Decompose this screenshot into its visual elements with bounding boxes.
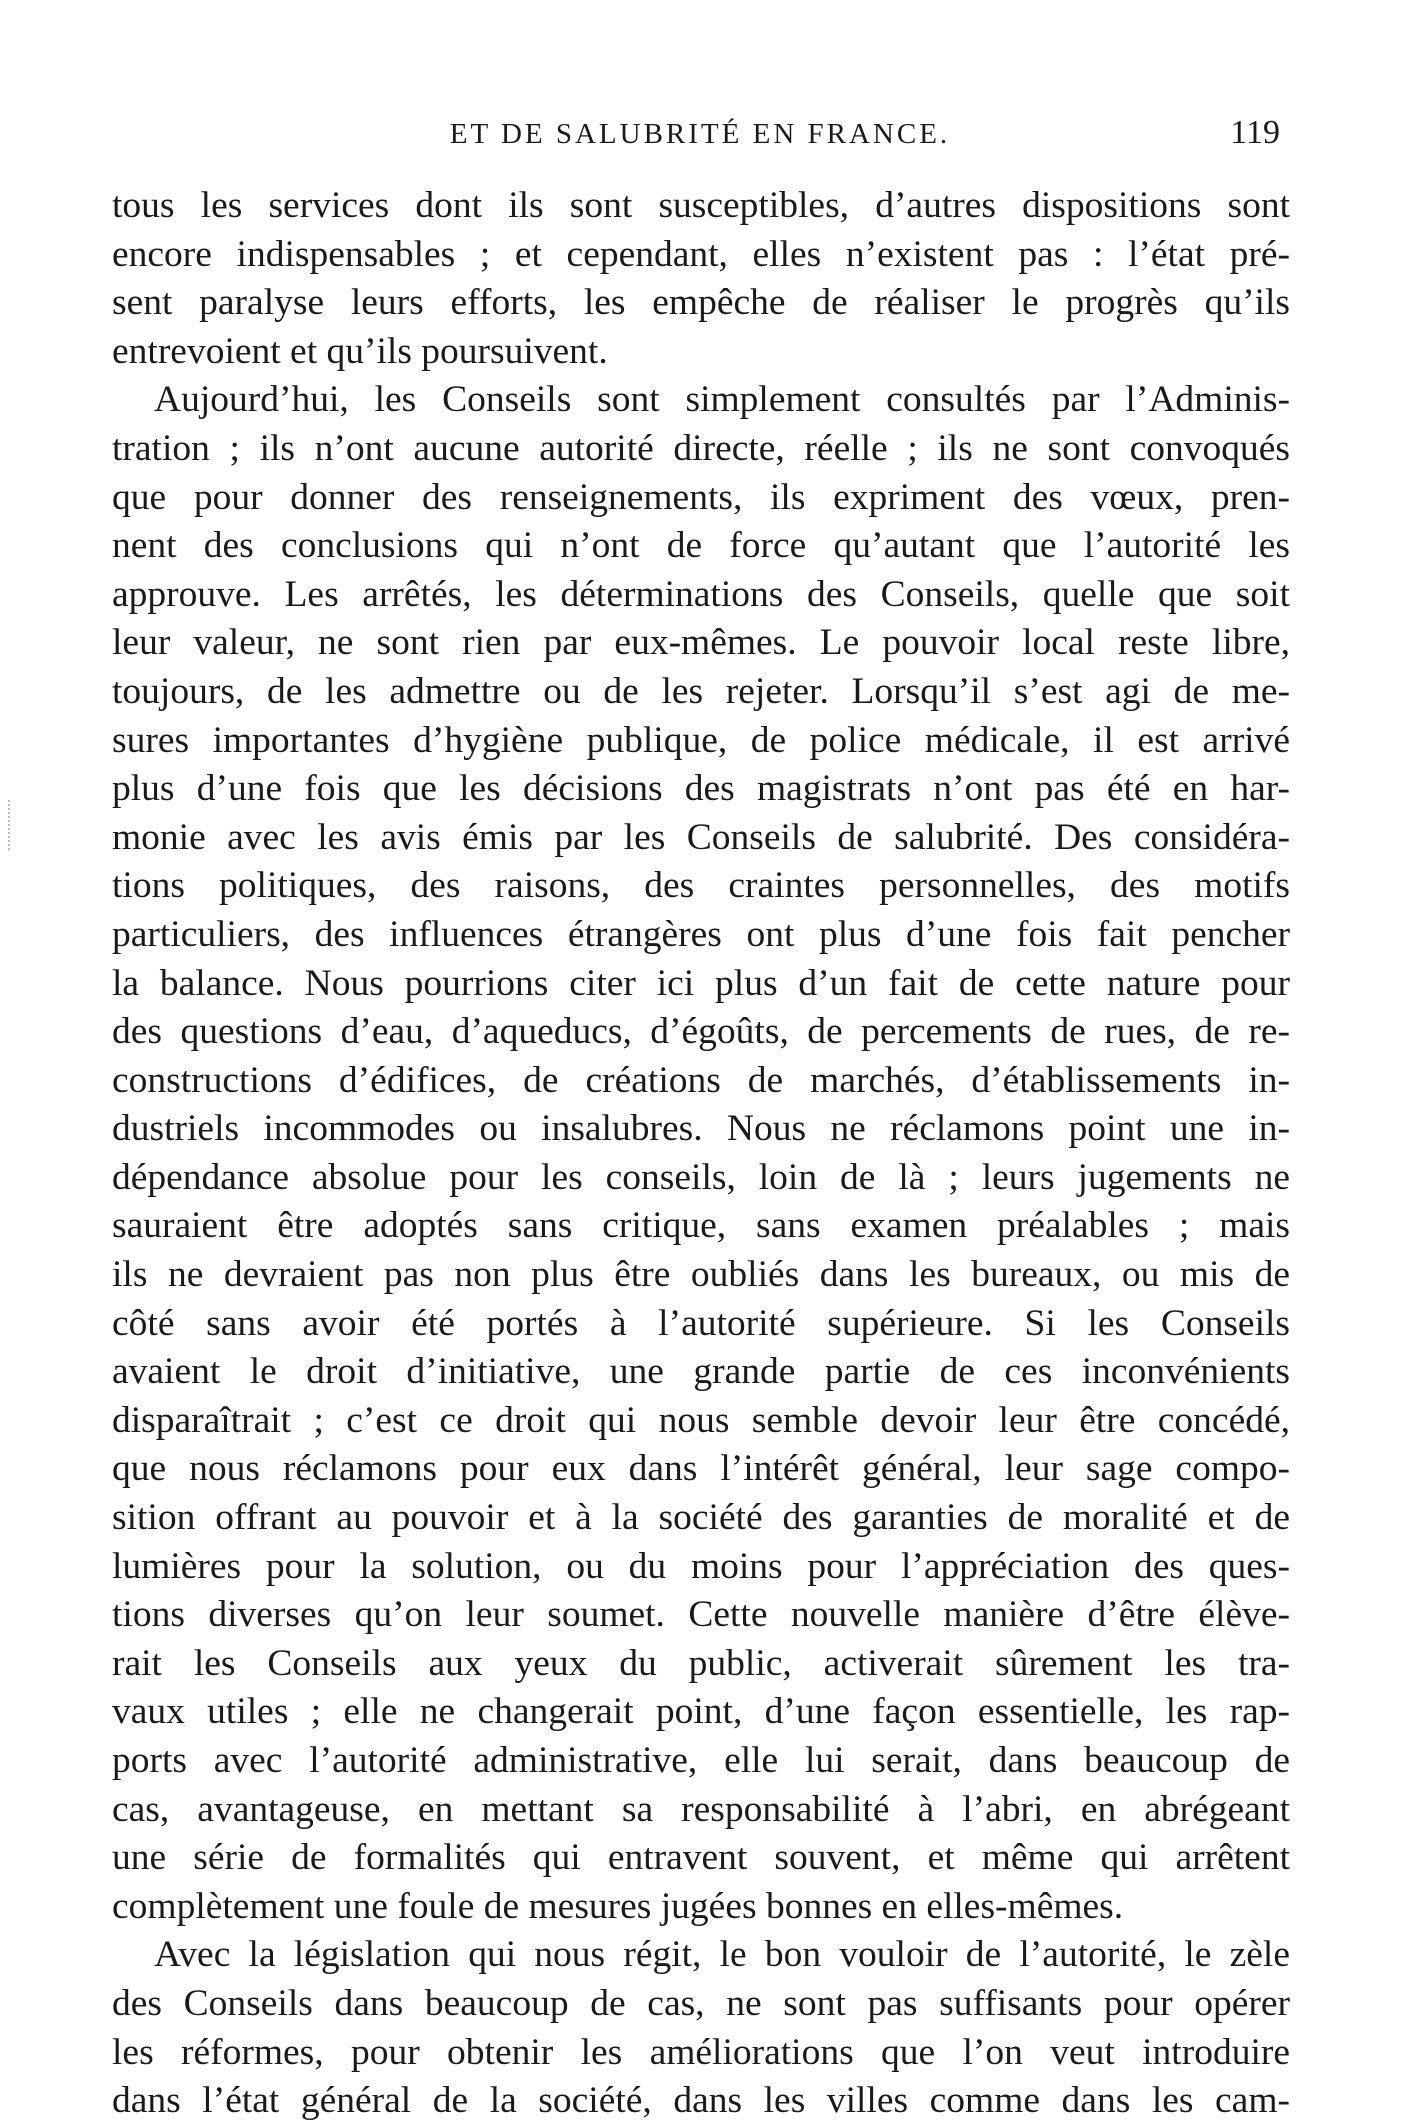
text-line: tions diverses qu’on leur soumet. Cette nouvelle manière d’être élève- — [112, 1594, 1290, 1636]
text-line: entrevoient et qu’ils poursuivent. — [112, 330, 608, 372]
margin-scan-mark — [8, 800, 13, 850]
text-line: approuve. Les arrêtés, les déterminations des Conseils, quelle que soit — [112, 573, 1290, 615]
text-line: que pour donner des renseignements, ils expriment des vœux, pren- — [112, 476, 1290, 518]
text-line: monie avec les avis émis par les Conseils de salubrité. Des considéra- — [112, 816, 1290, 858]
text-line: la balance. Nous pourrions citer ici plus d’un fait de cette nature pour — [112, 962, 1290, 1004]
page-number: 119 — [1230, 114, 1280, 151]
text-line: sures importantes d’hygiène publique, de police médicale, il est arrivé — [112, 719, 1290, 761]
text-line: Avec la législation qui nous régit, le bon vouloir de l’autorité, le zèle — [154, 1934, 1290, 1976]
text-line: tous les services dont ils sont susceptibles, d’autres dispositions sont — [112, 185, 1290, 226]
text-line: encore indispensables ; et cependant, elles n’existent pas : l’état pré- — [112, 233, 1290, 275]
text-line: tions politiques, des raisons, des craintes personnelles, des motifs — [112, 865, 1290, 907]
text-line: des questions d’eau, d’aqueducs, d’égoûts, de percements de rues, de re- — [112, 1011, 1290, 1053]
text-line: dustriels incommodes ou insalubres. Nous ne réclamons point une in- — [112, 1108, 1290, 1150]
text-line: que nous réclamons pour eux dans l’intérêt général, leur sage compo- — [112, 1448, 1290, 1490]
text-line: vaux utiles ; elle ne changerait point, d’une façon essentielle, les rap- — [112, 1691, 1290, 1733]
text-line: disparaîtrait ; c’est ce droit qui nous semble devoir leur être concédé, — [112, 1399, 1290, 1441]
running-head — [110, 114, 1290, 168]
text-line: leur valeur, ne sont rien par eux-mêmes. Le pouvoir local reste libre, — [112, 622, 1290, 664]
text-line: rait les Conseils aux yeux du public, activerait sûrement les tra- — [112, 1642, 1290, 1684]
text-line: sent paralyse leurs efforts, les empêche de réaliser le progrès qu’ils — [112, 282, 1290, 324]
text-line: dans l’état général de la société, dans les villes comme dans les cam- — [112, 2080, 1290, 2122]
text-line: ils ne devraient pas non plus être oubliés dans les bureaux, ou mis de — [112, 1254, 1290, 1296]
text-line: une série de formalités qui entravent souvent, et même qui arrêtent — [112, 1837, 1290, 1879]
text-line: avaient le droit d’initiative, une grande partie de ces inconvénients — [112, 1351, 1290, 1393]
text-line: sauraient être adoptés sans critique, sans examen préalables ; mais — [112, 1205, 1290, 1247]
body-text — [112, 182, 1290, 2126]
text-line: tration ; ils n’ont aucune autorité directe, réelle ; ils ne sont convoqués — [112, 427, 1290, 469]
text-line: les réformes, pour obtenir les améliorations que l’on veut introduire — [112, 2031, 1290, 2073]
text-line: complètement une foule de mesures jugées bonnes en elles-mêmes. — [112, 1885, 1124, 1927]
running-title: ET DE SALUBRITÉ EN FRANCE. — [449, 118, 951, 150]
text-line: côté sans avoir été portés à l’autorité supérieure. Si les Conseils — [112, 1302, 1290, 1344]
text-line: ports avec l’autorité administrative, elle lui serait, dans beaucoup de — [112, 1740, 1290, 1781]
text-line: sition offrant au pouvoir et à la société des garanties de moralité et de — [112, 1497, 1290, 1539]
text-line: toujours, de les admettre ou de les rejeter. Lorsqu’il s’est agi de me- — [112, 670, 1290, 712]
text-line: particuliers, des influences étrangères ont plus d’une fois fait pencher — [112, 913, 1290, 955]
text-line: constructions d’édifices, de créations de marchés, d’établissements in- — [112, 1059, 1290, 1101]
text-line: cas, avantageuse, en mettant sa responsabilité à l’abri, en abrégeant — [112, 1788, 1290, 1830]
text-line: plus d’une fois que les décisions des magistrats n’ont pas été en har- — [112, 768, 1290, 810]
text-line: des Conseils dans beaucoup de cas, ne sont pas suffisants pour opérer — [112, 1982, 1290, 2024]
text-line: Aujourd’hui, les Conseils sont simplement consultés par l’Adminis- — [154, 379, 1290, 421]
text-line: nent des conclusions qui n’ont de force qu’autant que l’autorité les — [112, 525, 1290, 567]
text-line: dépendance absolue pour les conseils, loin de là ; leurs jugements ne — [112, 1156, 1290, 1198]
text-line: lumières pour la solution, ou du moins pour l’appréciation des ques- — [112, 1545, 1290, 1587]
